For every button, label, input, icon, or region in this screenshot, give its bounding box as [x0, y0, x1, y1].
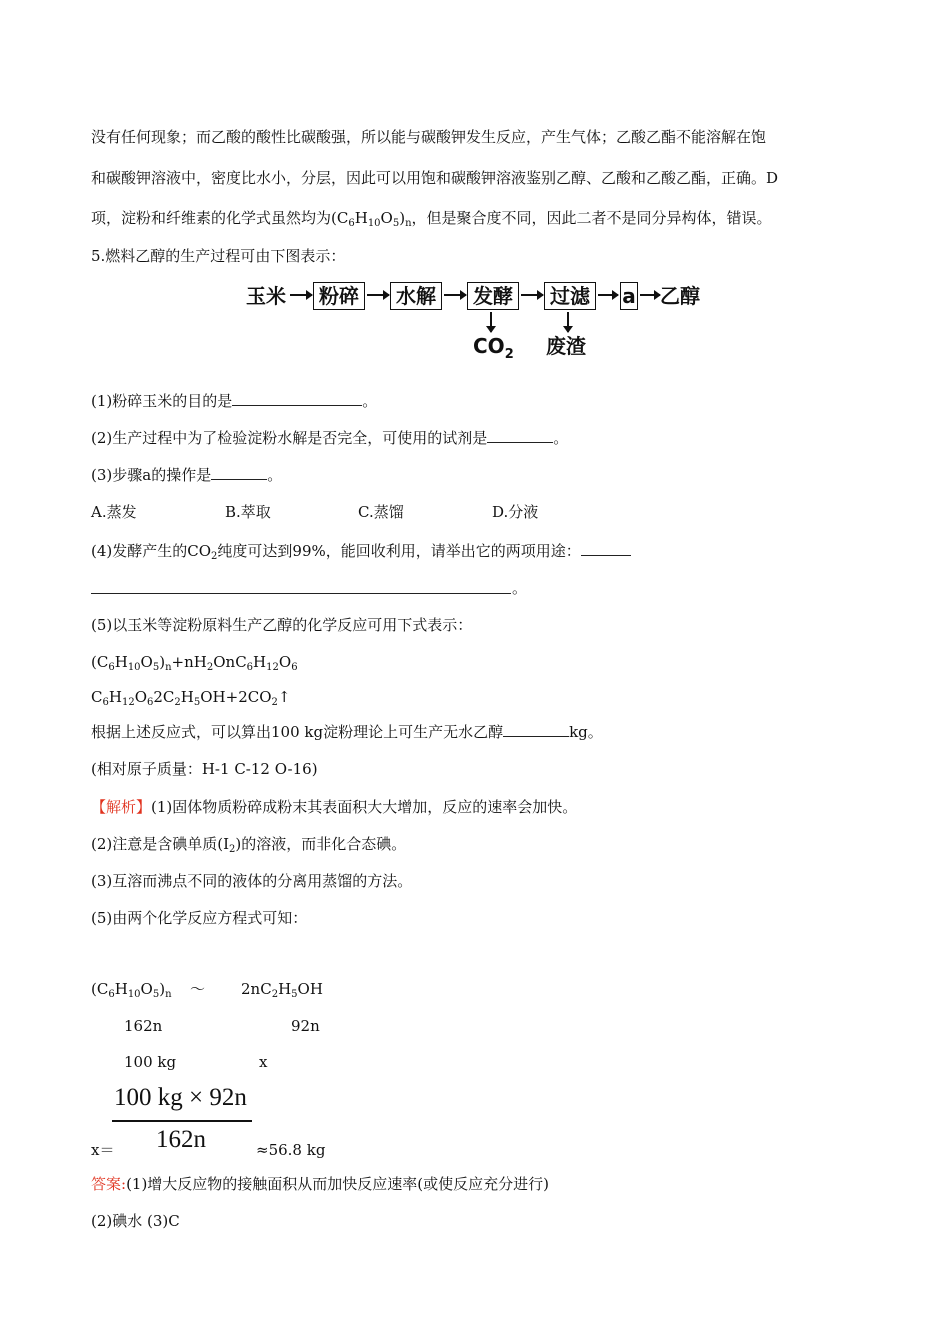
equation-hydrolysis: $(C_6H_{10}O_5)_n+nH_2OnC_6H_{12}O_6$	[91, 653, 298, 673]
relation-left: $(C_6H_{10}O_5)_n$	[91, 980, 172, 1000]
arrow-icon	[521, 294, 543, 296]
question-title: 5.燃料乙醇的生产过程可由下图表示：	[91, 247, 346, 265]
fraction-bar	[112, 1120, 252, 1122]
equation-fermentation: $C_6H_{12}O_62C_2H_5OH+2CO_2↑$	[91, 688, 291, 708]
fraction-numerator: 100 kg × 92n	[114, 1084, 247, 1111]
arrow-icon	[444, 294, 466, 296]
paragraph-line: 项，淀粉和纤维素的化学式虽然均为$(C_6H_{10}O_5)_n$，但是聚合度不同，因此二者不是同分异构体，错误。	[91, 209, 772, 229]
flow-byproduct-waste: 废渣	[546, 334, 586, 358]
analysis-line: (2)注意是含碘单质$(I_2)$的溶液，而非化合态碘。	[91, 835, 407, 855]
answer-tag: 答案:	[91, 1175, 127, 1193]
arrow-icon	[598, 294, 618, 296]
option-c: C.蒸馏	[358, 503, 404, 521]
sub-question: (4)发酵产生的$CO_2$纯度可达到99%，能回收利用，请举出它的两项用途：	[91, 541, 631, 567]
down-arrow-icon	[567, 312, 569, 332]
flow-end: 乙醇	[660, 284, 700, 308]
flow-start: 玉米	[246, 284, 286, 308]
option-a: A.蒸发	[91, 503, 137, 521]
mass-right: 92n	[291, 1017, 320, 1035]
paragraph-line: 没有任何现象；而乙酸的酸性比碳酸强，所以能与碳酸钾发生反应，产生气体；乙酸乙酯不能溶解在饱	[91, 128, 767, 146]
value-left: 100 kg	[124, 1053, 177, 1071]
answer-line: 答案:(1)增大反应物的接触面积从而加快反应速率(或使反应充分进行)	[91, 1175, 550, 1193]
analysis-line: (3)互溶而沸点不同的液体的分离用蒸馏的方法。	[91, 872, 413, 890]
flow-step: 水解	[390, 282, 442, 310]
answer-blank-line	[91, 593, 511, 594]
analysis-tag: 【解析】	[91, 798, 152, 816]
option-d: D.分液	[492, 503, 539, 521]
down-arrow-icon	[490, 312, 492, 332]
sub-question: (3)步骤a的操作是 。	[91, 466, 283, 484]
flow-step: 过滤	[544, 282, 596, 310]
arrow-icon	[367, 294, 389, 296]
sub-question: 根据上述反应式，可以算出100 kg淀粉理论上可生产无水乙醇 kg。	[91, 723, 603, 741]
answer-line: (2)碘水 (3)C	[91, 1212, 180, 1230]
flow-step: a	[620, 282, 638, 310]
x-equals: x＝	[91, 1141, 115, 1159]
option-b: B.萃取	[225, 503, 271, 521]
analysis-line: 【解析】(1)固体物质粉碎成粉末其表面积大大增加，反应的速率会加快。	[91, 798, 578, 816]
atomic-masses: (相对原子质量：H-1 C-12 O-16)	[91, 760, 318, 778]
sub-question: (2)生产过程中为了检验淀粉水解是否完全，可使用的试剂是 。	[91, 429, 569, 447]
flow-step: 粉碎	[313, 282, 365, 310]
paragraph-line: 和碳酸钾溶液中，密度比水小，分层，因此可以用饱和碳酸钾溶液鉴别乙醇、乙酸和乙酸乙酯，正确。D	[91, 169, 779, 187]
value-right: x	[259, 1053, 268, 1071]
arrow-icon	[640, 294, 660, 296]
mass-left: 162n	[124, 1017, 163, 1035]
analysis-line: (5)由两个化学反应方程式可知：	[91, 909, 308, 927]
fraction-denominator: 162n	[156, 1126, 206, 1153]
sentence-end: 。	[512, 579, 528, 597]
relation-right: $2nC_2H_5OH$	[241, 980, 323, 1000]
sub-question: (5)以玉米等淀粉原料生产乙醇的化学反应可用下式表示：	[91, 616, 473, 634]
flow-step: 发酵	[467, 282, 519, 310]
sub-question: (1)粉碎玉米的目的是 。	[91, 392, 378, 410]
flow-byproduct-co2: $CO_2$	[473, 334, 514, 362]
relation-tilde: ～	[190, 980, 206, 998]
result-value: ≈56.8 kg	[256, 1141, 326, 1159]
arrow-icon	[290, 294, 312, 296]
